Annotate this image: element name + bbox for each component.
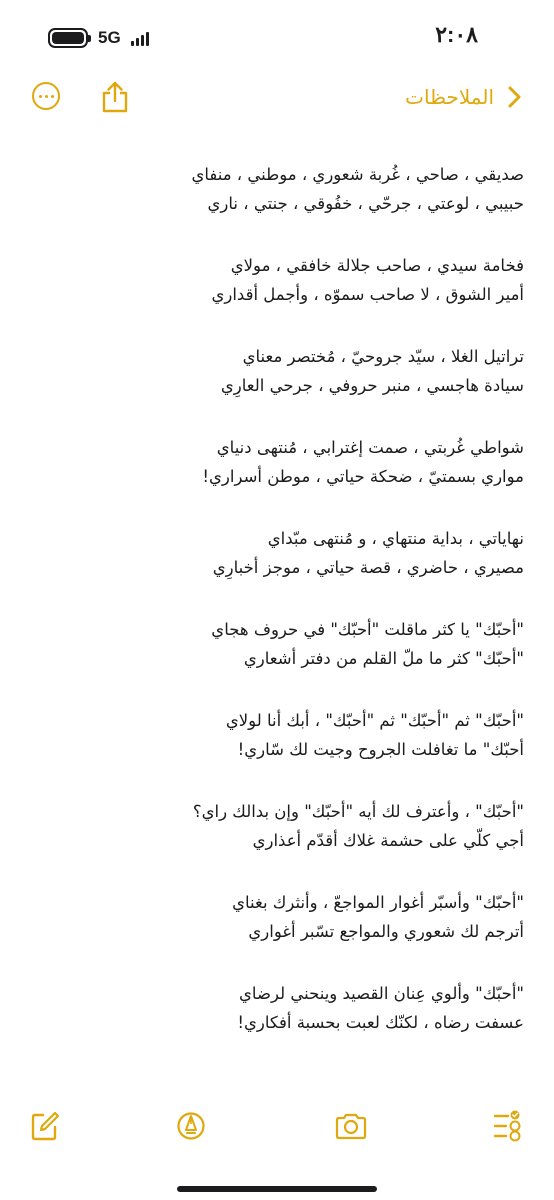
note-stanza bbox=[24, 342, 524, 400]
note-line: سيادة هاجسي ، منبر حروفي ، جرحي العارِي bbox=[220, 376, 524, 395]
status-indicators bbox=[48, 26, 149, 50]
note-line: حبيبي ، لوعتي ، جرحّي ، خفُوقي ، جنتي ، ناري bbox=[207, 194, 524, 213]
note-line: صديقي ، صاحي ، غُربة شعوري ، موطني ، منفاي bbox=[191, 165, 524, 184]
note-stanza bbox=[24, 160, 524, 218]
note-line: نهاياتي ، بداية منتهاي ، و مُنتهى مبّداي bbox=[267, 529, 524, 548]
note-stanza bbox=[24, 888, 524, 946]
chevron-left-icon bbox=[500, 84, 526, 110]
camera-icon[interactable] bbox=[333, 1110, 369, 1142]
note-line: "أحبّك" يا كثر ماقلت "أحبّك" في حروف هجاي bbox=[211, 620, 524, 639]
back-label: الملاحظات bbox=[405, 85, 494, 109]
note-line: تراتيل الغلا ، سيّد جروحيّ ، مُختصر معناي bbox=[242, 347, 524, 366]
note-line: شواطي غُربتي ، صمت إغترابي ، مُنتهى دنياي bbox=[216, 438, 524, 457]
note-line: "أحبّك" وأسبّر أغوار المواجعّ ، وأنثرك بغناي bbox=[232, 893, 524, 912]
note-stanza bbox=[24, 797, 524, 855]
checklist-icon[interactable] bbox=[492, 1110, 522, 1142]
note-line: أمير الشوق ، لا صاحب سموّه ، وأجمل أقداري bbox=[211, 285, 524, 304]
more-options-button[interactable] bbox=[32, 82, 60, 110]
note-line: "أحبّك" ثم "أحبّك" ثم "أحبّك" ، أبك أنا لولاي bbox=[225, 711, 524, 730]
note-line: أحبّك" ما تغافلت الجروح وجيت لك سّاري! bbox=[237, 740, 524, 759]
note-line: مصيري ، حاضري ، قصة حياتي ، موجز أخبارِي bbox=[212, 558, 524, 577]
status-time: ٢:٠٨ bbox=[435, 22, 478, 47]
note-line: أترجم لك شعوري والمواجع تسّبر أغواري bbox=[248, 922, 524, 941]
share-icon[interactable] bbox=[100, 80, 130, 114]
status-bar bbox=[0, 0, 554, 78]
note-line: أجي كلّي على حشمة غلاك أقدّم أعذاري bbox=[252, 831, 524, 850]
signal-icon bbox=[131, 30, 149, 46]
note-line: فخامة سيدي ، صاحب جلالة خافقي ، مولاي bbox=[230, 256, 524, 275]
note-stanza bbox=[24, 251, 524, 309]
note-stanza bbox=[24, 979, 524, 1037]
ellipsis-circle-icon bbox=[39, 95, 42, 98]
network-type: 5G bbox=[98, 28, 121, 47]
bottom-toolbar bbox=[0, 1108, 554, 1152]
note-stanza bbox=[24, 524, 524, 582]
note-line: "أحبّك" ، وأعترف لك أيه "أحبّك" وإن بدالك راي؟ bbox=[192, 802, 524, 821]
note-line: "أحبّك" كثر ما ملّ القلم من دفتر أشعاري bbox=[243, 649, 524, 668]
battery-icon bbox=[48, 28, 88, 48]
note-line: "أحبّك" وألوي عِنان القصيد وينحني لرضاي bbox=[239, 984, 524, 1003]
note-line: عسفت رضاه ، لكنّك لعبت بحسبة أفكاري! bbox=[237, 1013, 524, 1032]
note-stanza bbox=[24, 433, 524, 491]
home-indicator[interactable] bbox=[177, 1186, 377, 1192]
back-button[interactable] bbox=[405, 84, 526, 110]
markup-pen-icon[interactable] bbox=[176, 1110, 206, 1142]
compose-icon[interactable] bbox=[30, 1110, 60, 1142]
note-body[interactable] bbox=[24, 160, 524, 1070]
note-line: مواري بسمتيّ ، ضحكة حياتي ، موطن أسراري! bbox=[202, 467, 524, 486]
note-stanza bbox=[24, 706, 524, 764]
note-stanza bbox=[24, 615, 524, 673]
